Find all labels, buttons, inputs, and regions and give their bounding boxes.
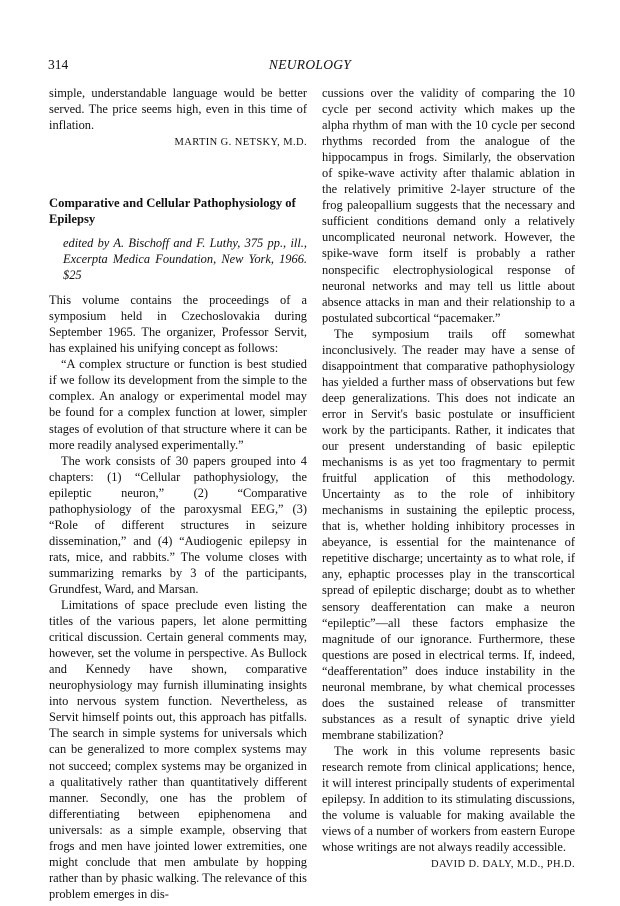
- body-paragraph: The symposium trails off somewhat inconclusively. The reader may have a sense of disappointment that comparative pathophysiology has yielded a further mass of observations but few deep generalizations. This does not indicate an error in Servit's basic postulate or insufficient work by the participants. Rather, it indicates that our present understanding of basic epileptic mechanisms is as yet too fragmentary to permit fruitful application of this methodology. Uncertainty as to the role of inhibitory mechanisms in sustaining the epileptic process, that is, whether holding inhibitory processes in abeyance, is essential for the maintenance of repetitive discharge; uncertainty as to what role, if any, ephaptic processes play in the transcortical spread of epileptic discharge; doubt as to whether sensory deafferentation can make a neuron “epileptic”—all these factors emphasize the magnitude of our ignorance. Furthermore, these questions are posed in electrical terms. If, indeed, “deafferentation” does induce instability in the neuronal membrane, by what chemical processes does the sustained release of transmitter substances as a result of synaptic drive yield membrane stabilization?: [322, 326, 575, 742]
- reviewer-signature: DAVID D. DALY, M.D., PH.D.: [430, 859, 575, 871]
- review-title: Comparative and Cellular Pathophysiology of Epilepsy: [49, 196, 296, 227]
- page-number: 314: [48, 57, 69, 72]
- left-column: [49, 85, 307, 902]
- right-column: [322, 85, 575, 873]
- body-paragraph: cussions over the validity of comparing the 10 cycle per second activity which makes up the alpha rhythm of man with the 10 cycle per second rhythms recorded from the analogue of the hippocampus in frogs. Similarly, the observation of spike-wave activity after thalamic ablation in the relatively primitive 2-layer structure of the frog paleopallium suggests that the necessary and sufficient conditions demand only a relatively uncomplicated neuronal network. However, the spike-wave form itself is probably a rather nonspecific electrophysiological response of neuronal networks and may tell us little about absence attacks in man and their relationship to a postulated subcortical “pacemaker.”: [322, 86, 575, 325]
- page-header: [0, 57, 620, 77]
- book-citation: edited by A. Bischoff and F. Luthy, 375 pp., ill., Excerpta Medica Foundation, New York, 1966. $25: [63, 236, 307, 283]
- reviewer-signature: MARTIN G. NETSKY, M.D.: [174, 137, 307, 149]
- carryover-paragraph: simple, understandable language would be better served. The price seems high, even in this time of inflation.: [49, 86, 307, 133]
- body-paragraph: Limitations of space preclude even listing the titles of the various papers, let alone permitting critical discussion. Certain general comments may, however, set the volume in perspective. As Bullock and Kennedy have shown, comparative neurophysiology may furnish illuminating insights into nervous system function. Nevertheless, as Servit himself points out, this approach has pitfalls. The search in simple systems for universals which can be generalized to more complex systems may not succeed; complex systems may be organized in a qualitatively rather than quantitatively different manner. Secondly, one has the problem of differentiating between epiphenomena and universals: as a simple example, observing that frogs and men have jointed lower extremities, one might conclude that men ambulate by hopping rather than by phasic walking. The relevance of this problem emerges in dis-: [49, 598, 307, 901]
- body-paragraph: This volume contains the proceedings of a symposium held in Czechoslovakia during September 1965. The organizer, Professor Servit, has explained his unifying concept as follows:: [49, 293, 307, 356]
- body-paragraph: The work consists of 30 papers grouped into 4 chapters: (1) “Cellular pathophysiology, the epileptic neuron,” (2) “Comparative pathophysiology of the paroxysmal EEG,” (3) “Role of different structures in seizure dissemination,” and (4) “Audiogenic epilepsy in rats, mice, and rabbits.” The volume closes with summarizing remarks by 3 of the participants, Grundfest, Ward, and Marsan.: [49, 453, 307, 596]
- running-head: NEUROLOGY: [268, 57, 352, 72]
- quoted-paragraph: “A complex structure or function is best studied if we follow its development from the simple to the complex. An analogy or experimental model may be found for a complex function at lower, simpler stages of evolution of that structure where it can be more readily analysed experimentally.”: [49, 357, 307, 452]
- body-paragraph: The work in this volume represents basic research remote from clinical applications; hence, it will interest principally students of experimental epilepsy. In addition to its stimulating discussions, the volume is valuable for making available the views of a number of workers from eastern Europe whose writings are not always readily accessible.: [322, 743, 575, 855]
